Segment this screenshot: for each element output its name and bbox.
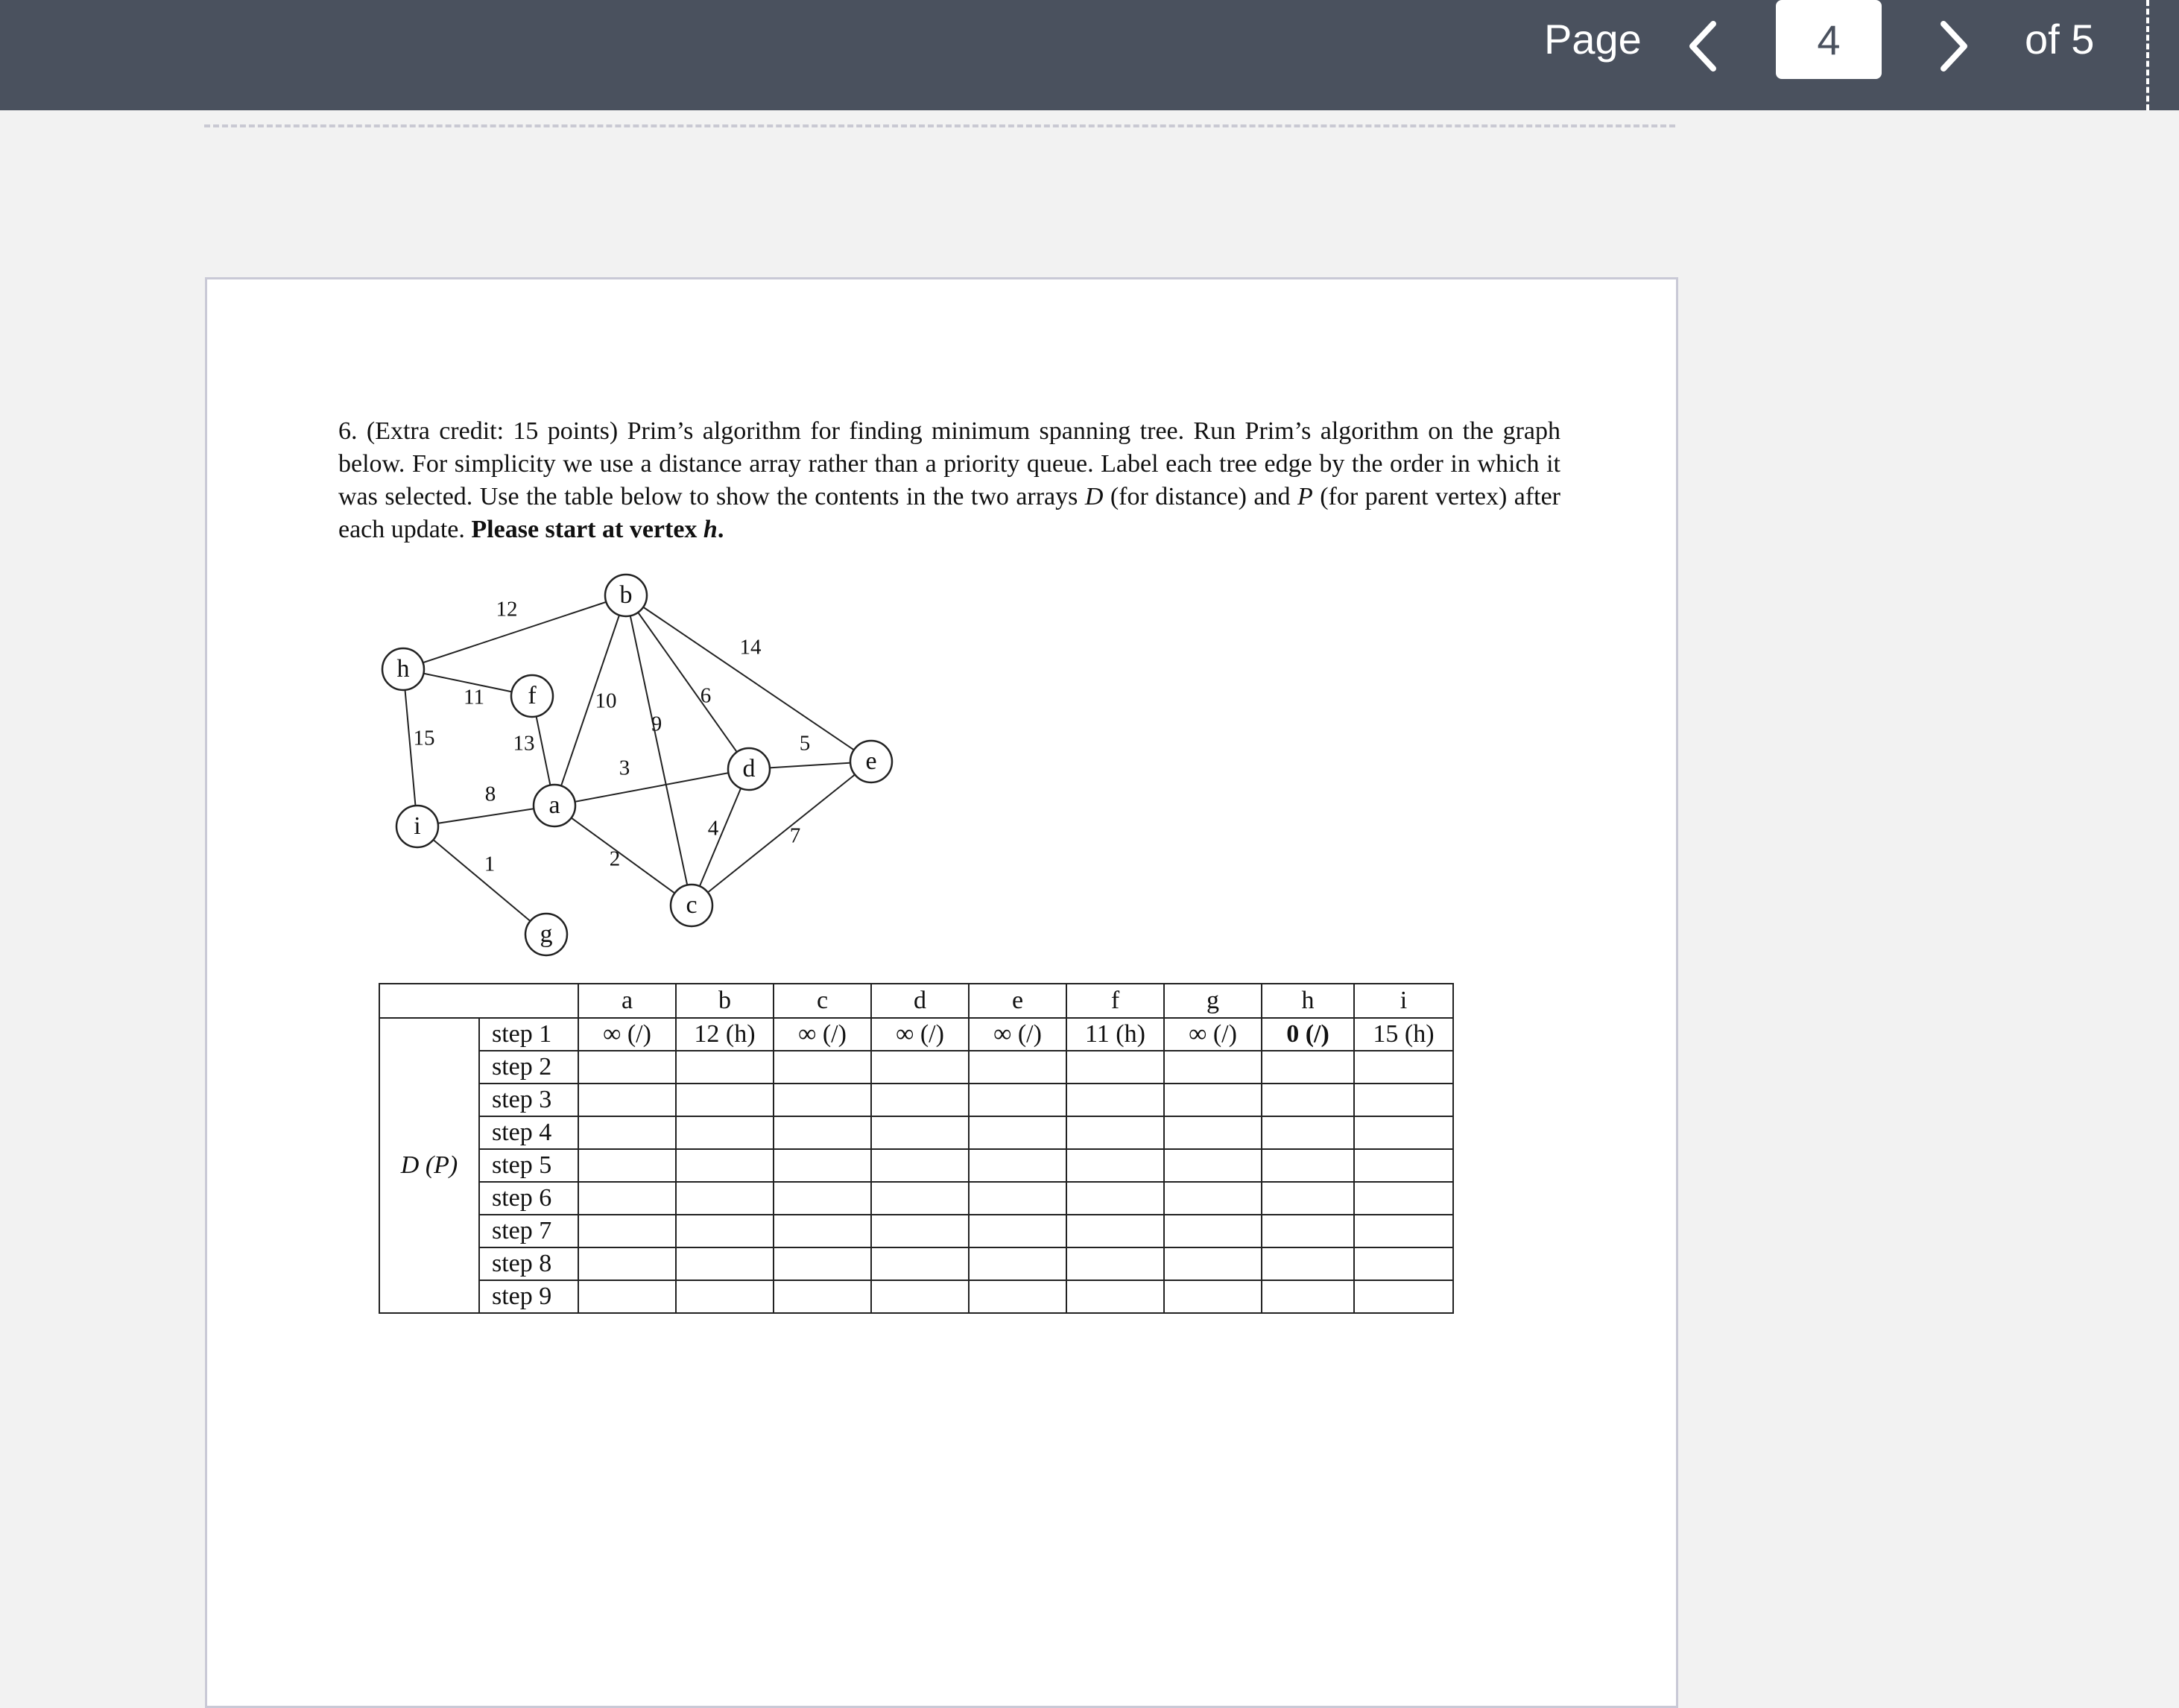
- column-header-e: e: [969, 984, 1066, 1018]
- vertex-b: [605, 575, 647, 616]
- step-label: step 8: [479, 1247, 578, 1280]
- vertex-e: [850, 741, 892, 782]
- edge-a-d: [554, 769, 749, 806]
- vertex-f: [511, 675, 553, 717]
- edge-weight-b-d: 6: [700, 683, 712, 708]
- pdf-page-4: [205, 277, 1678, 1708]
- problem-mid-text-1: (for distance) and: [1110, 483, 1291, 510]
- table-cell-f: [1066, 1051, 1164, 1084]
- vertex-label: h: [396, 654, 410, 683]
- table-cell-e: [969, 1084, 1066, 1116]
- table-cell-f: [1066, 1280, 1164, 1313]
- parent-array-symbol: P: [1297, 483, 1313, 510]
- problem-mid-text-2: (for parent vertex) after each update.: [338, 483, 1561, 543]
- table-cell-f: [1066, 1247, 1164, 1280]
- graph-edges: [403, 595, 871, 934]
- vertex-label: b: [619, 581, 633, 609]
- row-group-label: D (P): [379, 1018, 479, 1313]
- table-cell-c: ∞ (/): [774, 1018, 871, 1051]
- table-cell-i: [1354, 1051, 1453, 1084]
- table-cell-e: [969, 1215, 1066, 1247]
- table-cell-g: [1164, 1215, 1262, 1247]
- vertex-label: d: [742, 754, 756, 782]
- table-cell-c: [774, 1051, 871, 1084]
- table-cell-d: [871, 1182, 969, 1215]
- column-header-a: a: [578, 984, 676, 1018]
- edge-weight-h-f: 11: [464, 685, 484, 709]
- table-cell-b: [676, 1247, 774, 1280]
- table-cell-a: [578, 1051, 676, 1084]
- table-cell-g: [1164, 1084, 1262, 1116]
- edge-weight-d-c: 4: [707, 816, 719, 841]
- column-header-i: i: [1354, 984, 1453, 1018]
- table-cell-a: [578, 1084, 676, 1116]
- table-cell-f: [1066, 1084, 1164, 1116]
- table-cell-b: [676, 1215, 774, 1247]
- table-cell-c: [774, 1149, 871, 1182]
- table-cell-h: [1262, 1280, 1354, 1313]
- previous-page-button[interactable]: [1666, 9, 1740, 83]
- toolbar-edge-divider: [2146, 0, 2149, 110]
- table-cell-i: 15 (h): [1354, 1018, 1453, 1051]
- table-cell-g: [1164, 1051, 1262, 1084]
- table-cell-f: [1066, 1182, 1164, 1215]
- table-cell-f: [1066, 1149, 1164, 1182]
- table-cell-f: 11 (h): [1066, 1018, 1164, 1051]
- table-cell-g: [1164, 1116, 1262, 1149]
- table-cell-b: [676, 1149, 774, 1182]
- table-cell-a: [578, 1149, 676, 1182]
- table-row: [379, 1215, 1453, 1247]
- table-cell-i: [1354, 1116, 1453, 1149]
- table-cell-c: [774, 1182, 871, 1215]
- step-label: step 6: [479, 1182, 578, 1215]
- table-cell-h: [1262, 1149, 1354, 1182]
- vertex-label: g: [540, 920, 553, 948]
- table-cell-g: ∞ (/): [1164, 1018, 1262, 1051]
- table-header-row: [379, 984, 1453, 1018]
- chevron-right-icon: [1936, 19, 1972, 73]
- table-cell-d: ∞ (/): [871, 1018, 969, 1051]
- table-cell-b: [676, 1084, 774, 1116]
- column-header-h: h: [1262, 984, 1354, 1018]
- table-cell-d: [871, 1116, 969, 1149]
- table-row: [379, 1149, 1453, 1182]
- table-cell-g: [1164, 1149, 1262, 1182]
- table-row: [379, 1182, 1453, 1215]
- table-cell-c: [774, 1247, 871, 1280]
- table-cell-h: [1262, 1182, 1354, 1215]
- table-cell-c: [774, 1116, 871, 1149]
- page-label: Page: [1544, 16, 1642, 63]
- table-cell-e: [969, 1149, 1066, 1182]
- table-cell-i: [1354, 1182, 1453, 1215]
- table-row: [379, 1084, 1453, 1116]
- distance-array-symbol: D: [1084, 483, 1104, 510]
- table-cell-b: [676, 1182, 774, 1215]
- table-cell-i: [1354, 1084, 1453, 1116]
- table-cell-h: [1262, 1215, 1354, 1247]
- edge-d-c: [692, 769, 749, 905]
- edge-weight-i-a: 8: [484, 782, 496, 806]
- step-label: step 2: [479, 1051, 578, 1084]
- table-row: [379, 1247, 1453, 1280]
- vertex-d: [728, 748, 770, 790]
- column-header-c: c: [774, 984, 871, 1018]
- table-row: [379, 1280, 1453, 1313]
- problem-lead-text: 6. (Extra credit: 15 points) Prim’s algorithm for finding minimum spanning tree. Run Prim’s algorithm on the graph below. For simplicity we use a distance array rather than a priority queue. Label each tree edge by the order in which it was selected. Use the table below to show the contents in the two arrays: [338, 417, 1560, 510]
- table-cell-e: [969, 1182, 1066, 1215]
- table-cell-d: [871, 1084, 969, 1116]
- table-cell-d: [871, 1247, 969, 1280]
- table-cell-e: [969, 1051, 1066, 1084]
- table-cell-e: [969, 1280, 1066, 1313]
- step-label: step 4: [479, 1116, 578, 1149]
- start-instruction: Please start at vertex h.: [471, 516, 724, 543]
- table-row: [379, 1018, 1453, 1051]
- table-cell-d: [871, 1280, 969, 1313]
- vertex-a: [534, 785, 575, 826]
- vertex-label: a: [548, 791, 560, 819]
- table-cell-h: [1262, 1247, 1354, 1280]
- edge-weight-h-b: 12: [496, 597, 518, 621]
- table-cell-f: [1066, 1116, 1164, 1149]
- vertex-label: f: [528, 681, 537, 709]
- edge-weight-d-e: 5: [799, 731, 811, 756]
- column-header-d: d: [871, 984, 969, 1018]
- table-cell-h: [1262, 1084, 1354, 1116]
- step-label: step 5: [479, 1149, 578, 1182]
- chevron-left-icon: [1685, 19, 1721, 73]
- table-cell-b: 12 (h): [676, 1018, 774, 1051]
- table-cell-h: [1262, 1116, 1354, 1149]
- table-cell-i: [1354, 1215, 1453, 1247]
- start-vertex: h: [703, 516, 718, 543]
- table-cell-g: [1164, 1247, 1262, 1280]
- table-cell-a: [578, 1247, 676, 1280]
- table-cell-f: [1066, 1215, 1164, 1247]
- table-row: [379, 1116, 1453, 1149]
- vertex-label: c: [686, 891, 698, 919]
- table-cell-b: [676, 1051, 774, 1084]
- edge-weight-a-d: 3: [619, 756, 630, 780]
- column-header-g: g: [1164, 984, 1262, 1018]
- table-cell-a: [578, 1215, 676, 1247]
- edge-weight-b-a: 10: [595, 689, 617, 713]
- table-corner-cell: [379, 984, 578, 1018]
- table-cell-e: [969, 1116, 1066, 1149]
- table-cell-c: [774, 1084, 871, 1116]
- table-cell-h: 0 (/): [1262, 1018, 1354, 1051]
- vertex-i: [396, 806, 438, 847]
- table-cell-b: [676, 1280, 774, 1313]
- distance-parent-table: [379, 983, 1454, 1314]
- edge-a-c: [554, 806, 692, 905]
- vertex-h: [382, 648, 424, 690]
- edge-weight-b-c: 9: [651, 712, 662, 736]
- edge-weight-b-e: 14: [739, 635, 762, 660]
- step-label: step 3: [479, 1084, 578, 1116]
- step-label: step 1: [479, 1018, 578, 1051]
- table-cell-g: [1164, 1182, 1262, 1215]
- next-page-button[interactable]: [1917, 9, 1991, 83]
- step-label: step 7: [479, 1215, 578, 1247]
- table-cell-d: [871, 1149, 969, 1182]
- table-row: [379, 1051, 1453, 1084]
- graph-diagram: [207, 279, 952, 980]
- edge-weight-a-c: 2: [609, 847, 621, 871]
- edge-i-g: [417, 826, 546, 934]
- table-cell-g: [1164, 1280, 1262, 1313]
- column-header-b: b: [676, 984, 774, 1018]
- table-cell-a: ∞ (/): [578, 1018, 676, 1051]
- table-cell-e: ∞ (/): [969, 1018, 1066, 1051]
- vertex-label: e: [865, 747, 877, 775]
- edge-weight-h-i: 15: [413, 726, 435, 750]
- table-cell-i: [1354, 1247, 1453, 1280]
- vertex-c: [671, 885, 712, 926]
- table-cell-d: [871, 1215, 969, 1247]
- vertex-g: [525, 914, 567, 955]
- table-cell-d: [871, 1051, 969, 1084]
- previous-page-bottom-edge: [204, 124, 1675, 127]
- pdf-toolbar: [0, 0, 2179, 110]
- table-cell-a: [578, 1182, 676, 1215]
- column-header-f: f: [1066, 984, 1164, 1018]
- edge-weight-e-c: 7: [789, 823, 801, 848]
- edge-weight-i-g: 1: [484, 852, 496, 876]
- vertex-label: i: [414, 812, 421, 840]
- table-cell-i: [1354, 1149, 1453, 1182]
- step-label: step 9: [479, 1280, 578, 1313]
- table-cell-c: [774, 1215, 871, 1247]
- table-cell-i: [1354, 1280, 1453, 1313]
- table-cell-c: [774, 1280, 871, 1313]
- table-cell-a: [578, 1280, 676, 1313]
- edge-weight-f-a: 13: [513, 731, 535, 756]
- table-cell-b: [676, 1116, 774, 1149]
- edge-b-e: [626, 595, 871, 762]
- page-number-input[interactable]: [1776, 0, 1882, 79]
- table-cell-a: [578, 1116, 676, 1149]
- table-cell-h: [1262, 1051, 1354, 1084]
- table-cell-e: [969, 1247, 1066, 1280]
- total-pages-label: of 5: [2025, 16, 2095, 63]
